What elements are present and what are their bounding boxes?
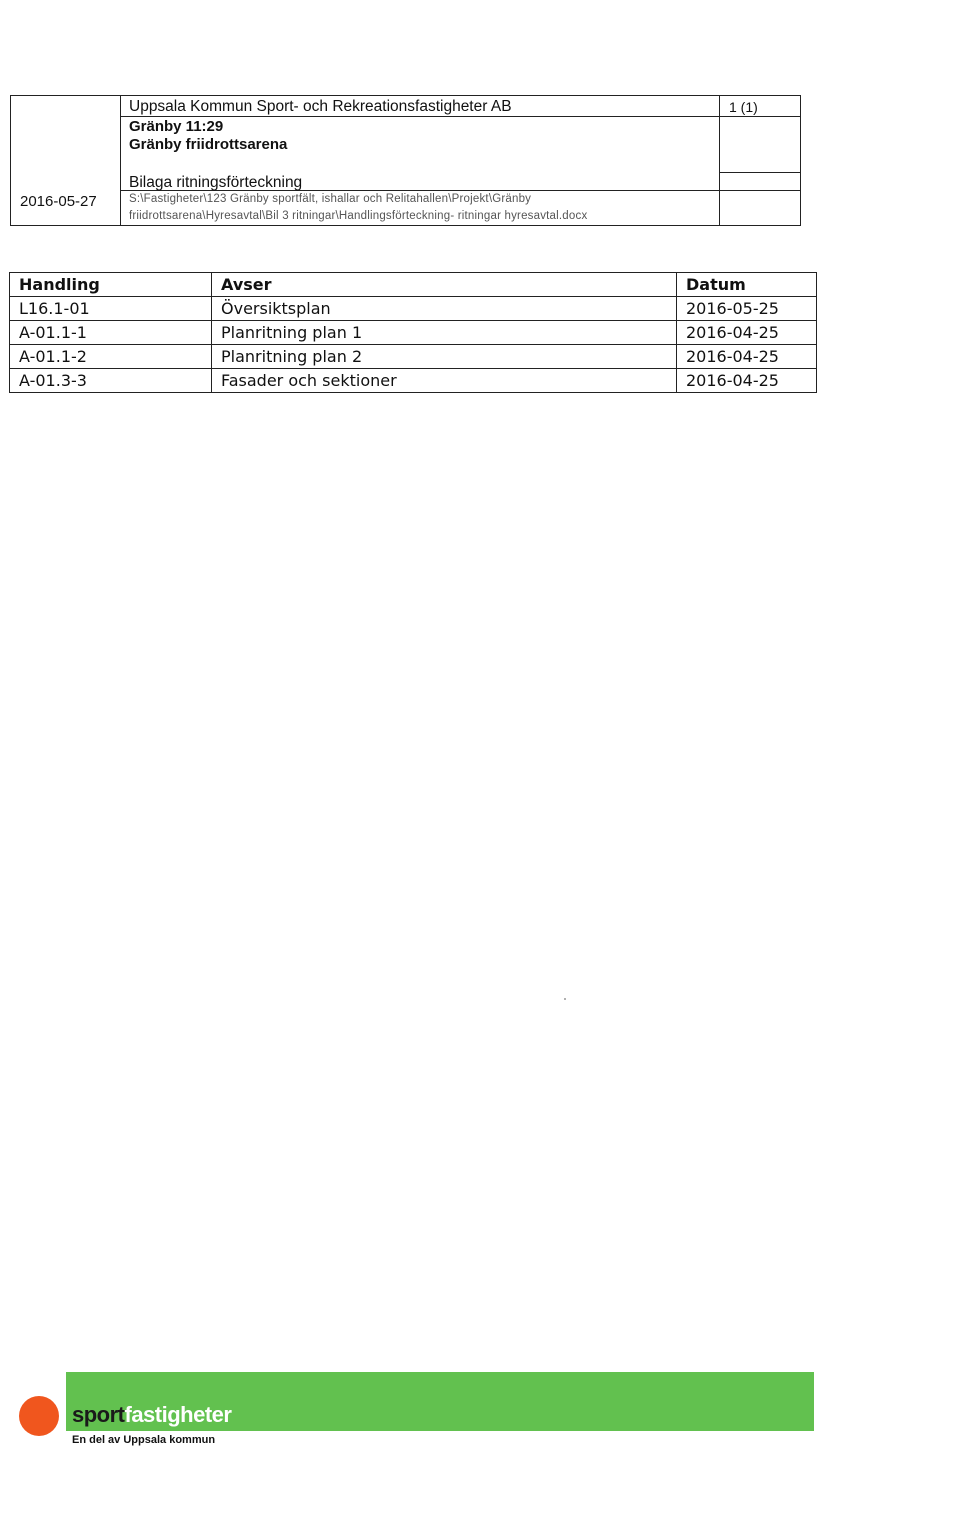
cell-handling: A-01.3-3 (10, 369, 212, 393)
cell-avser: Planritning plan 2 (212, 345, 677, 369)
page-number: 1 (1) (729, 99, 758, 115)
cell-handling: A-01.1-1 (10, 321, 212, 345)
company-name: Uppsala Kommun Sport- och Rekreationsfastigheter AB (129, 98, 512, 115)
table-row (10, 297, 817, 321)
file-path-line-1: S:\Fastigheter\123 Gränby sportfält, ishallar och Relitahallen\Projekt\Gränby (129, 193, 532, 205)
cell-datum: 2016-04-25 (677, 321, 817, 345)
drawing-list-table (9, 272, 817, 393)
sportfastigheter-logo (72, 1402, 231, 1428)
table-row (10, 345, 817, 369)
logo-sport-text: sport (72, 1402, 125, 1427)
attachment-title: Bilaga ritningsförteckning (129, 174, 303, 191)
table-header-row (10, 273, 817, 297)
file-path-line-2: friidrottsarena\Hyresavtal\Bil 3 ritningar\Handlingsförteckning- ritningar hyresavtal.docx (129, 210, 588, 222)
logo-orange-circle-icon (19, 1396, 59, 1436)
cell-datum: 2016-04-25 (677, 345, 817, 369)
cell-datum: 2016-05-25 (677, 297, 817, 321)
header-rule (720, 172, 801, 173)
document-header (10, 95, 801, 226)
logo-fastigheter-text: fastigheter (124, 1402, 232, 1427)
column-header-datum: Datum (677, 273, 817, 297)
scan-speck (564, 998, 566, 1000)
document-date: 2016-05-27 (20, 193, 97, 210)
column-header-handling: Handling (10, 273, 212, 297)
property-designation: Gränby 11:29 (129, 118, 224, 135)
cell-avser: Översiktsplan (212, 297, 677, 321)
table-row (10, 369, 817, 393)
cell-datum: 2016-04-25 (677, 369, 817, 393)
cell-avser: Planritning plan 1 (212, 321, 677, 345)
header-rule (120, 116, 801, 117)
table-row (10, 321, 817, 345)
arena-name: Gränby friidrottsarena (129, 136, 288, 153)
cell-avser: Fasader och sektioner (212, 369, 677, 393)
cell-handling: L16.1-01 (10, 297, 212, 321)
cell-handling: A-01.1-2 (10, 345, 212, 369)
column-header-avser: Avser (212, 273, 677, 297)
logo-tagline: En del av Uppsala kommun (72, 1434, 216, 1446)
